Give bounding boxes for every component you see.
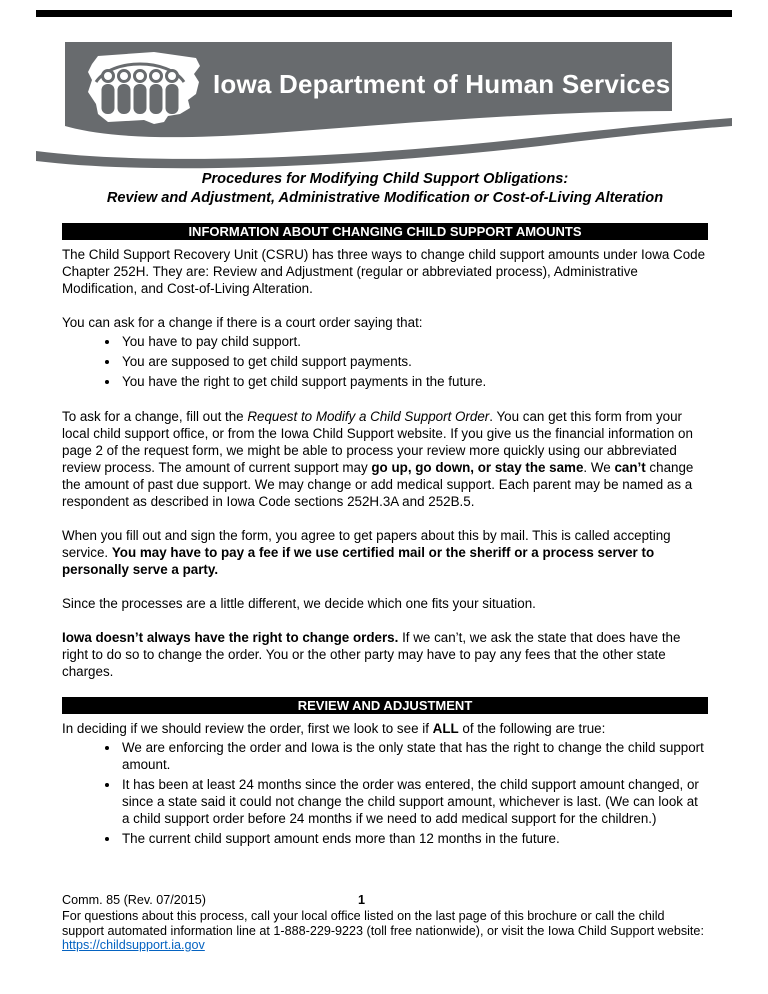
footer-line [62, 893, 708, 908]
section-heading-review: REVIEW AND ADJUSTMENT [62, 697, 708, 714]
paragraph-csru-overview: The Child Support Recovery Unit (CSRU) has three ways to change child support amounts under Iowa Code Chapter 252H. They are: Review and Adjustment (regular or abbreviated process), Administrative Modification, and Cost-of-Living Alteration. [62, 247, 706, 296]
bullet-item: • You have to pay child support. [120, 333, 708, 350]
paragraph-iowa-rights: Iowa doesn’t always have the right to change orders. If we can’t, we ask the state that does have the right to do so to change the order. You or the other party may have to pay any fees that the other state charges. [62, 630, 681, 679]
page-footer [62, 893, 708, 953]
paragraph-request-form: To ask for a change, fill out the Request to Modify a Child Support Order. You can get this form from your local child support office, or from the Iowa Child Support website. If you give us the financial information on page 2 of the request form, we might be able to process your review more quickly using our abbreviated review process. The amount of current support may go up, go down, or stay the same. We can’t change the amount of past due support. We may change or add medical support. Each parent may be named as a respondent as described in Iowa Code sections 252H.3A and 252B.5. [62, 409, 694, 509]
comm-number: Comm. 85 (Rev. 07/2015) [62, 893, 206, 907]
paragraph-court-order-intro: You can ask for a change if there is a court order saying that: [62, 315, 423, 330]
child-support-link[interactable]: https://childsupport.ia.gov [62, 938, 205, 952]
court-order-bullet-list [62, 333, 708, 390]
bullet-item: • We are enforcing the order and Iowa is the only state that has the right to change the child support amount. [120, 739, 708, 773]
document-body [62, 170, 708, 865]
top-rule [36, 10, 732, 17]
doc-title-line2: Review and Adjustment, Administrative Modification or Cost-of-Living Alteration [106, 190, 664, 206]
paragraph-review-intro: In deciding if we should review the order, first we look to see if ALL of the following are true: [62, 721, 606, 736]
doc-title-line1: Procedures for Modifying Child Support Obligations: [201, 171, 569, 187]
bullet-item: • It has been at least 24 months since the order was entered, the child support amount changed, or since a state said it could not change the child support amount, whichever is last. (We can look at a child support order before 24 months if we need to add medical support for the children.) [120, 776, 708, 827]
review-bullet-list [62, 739, 708, 847]
section-heading-info: INFORMATION ABOUT CHANGING CHILD SUPPORT AMOUNTS [62, 223, 708, 240]
paragraph-accepting-service: When you fill out and sign the form, you agree to get papers about this by mail. This is called accepting service. You may have to pay a fee if we use certified mail or the sheriff or a process server to personally serve a party. [62, 528, 671, 577]
page-number: 1 [358, 893, 366, 907]
bullet-item: • The current child support amount ends more than 12 months in the future. [120, 830, 708, 847]
doc-title [62, 170, 708, 208]
bullet-item: • You are supposed to get child support payments. [120, 353, 708, 370]
bullet-item: • You have the right to get child support payments in the future. [120, 373, 708, 390]
org-title: Iowa Department of Human Services [213, 69, 671, 99]
logo-people [102, 71, 179, 115]
footer-note-text: For questions about this process, call your local office listed on the last page of this brochure or call the child support automated information line at 1-888-229-9223 (toll free nationwide), or visit the Iowa Child Support website: [62, 909, 704, 938]
footer-note [62, 909, 708, 953]
paragraph-processes-differ: Since the processes are a little different, we decide which one fits your situation. [62, 596, 536, 611]
